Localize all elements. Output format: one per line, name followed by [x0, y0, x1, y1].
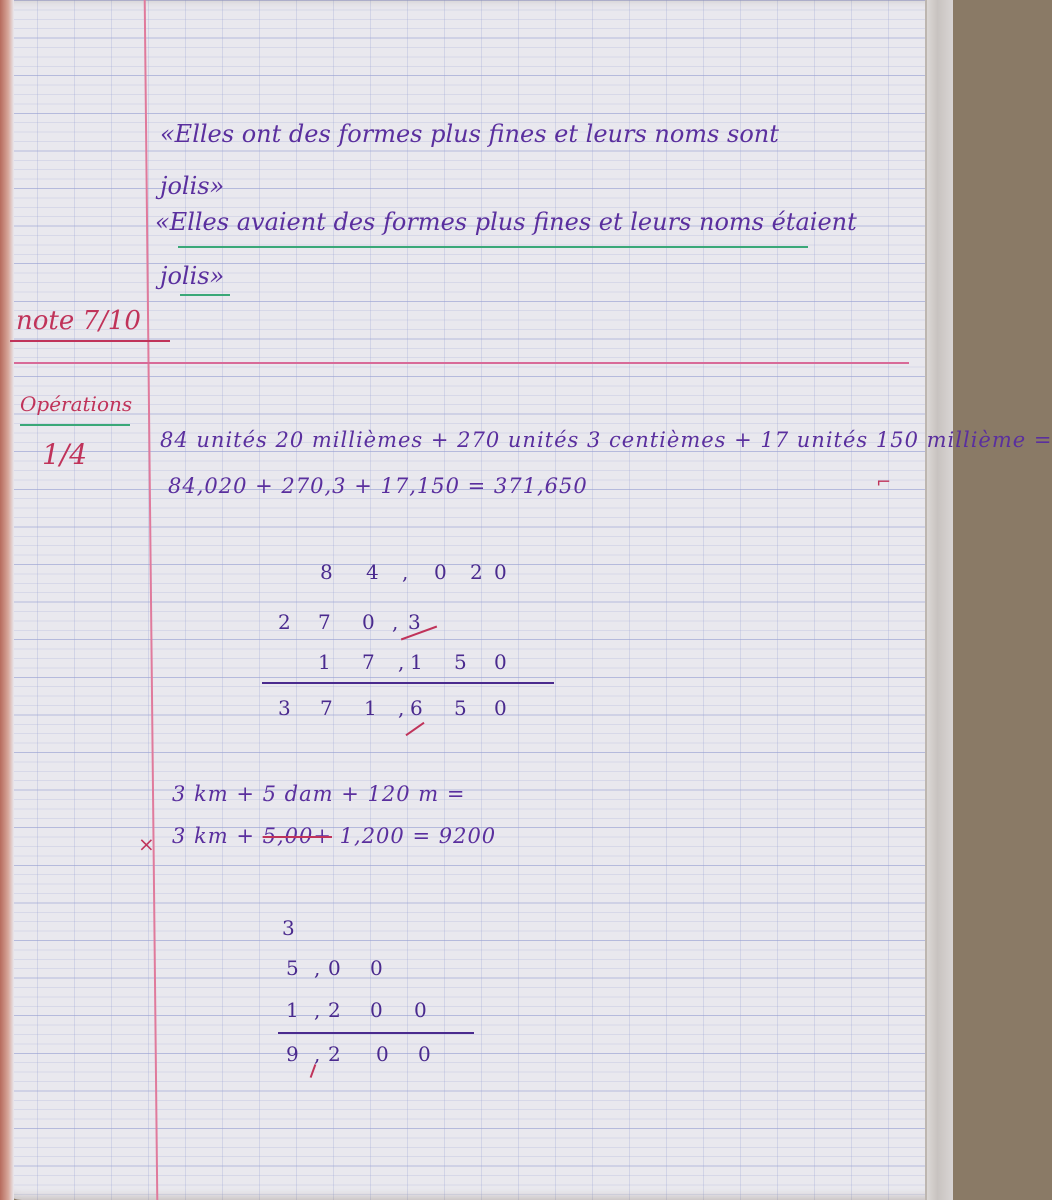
equation-suffix: 1,200 = 9200 [331, 824, 497, 848]
addition-1-result-digit: 7 [320, 696, 333, 720]
addition-1-digit: 2 [470, 560, 483, 584]
addition-2-result-digit: 2 [328, 1042, 341, 1066]
problem-2-equation [172, 824, 496, 848]
addition-2-digit: 2 [328, 998, 341, 1022]
notebook-binding [0, 0, 14, 1200]
addition-1-digit: , [398, 650, 405, 674]
addition-1-result-digit: 5 [454, 696, 467, 720]
addition-2-result-digit: 9 [286, 1042, 299, 1066]
addition-2-digit: 0 [370, 998, 383, 1022]
addition-1-digit: 4 [366, 560, 379, 584]
section-title: Opérations [20, 392, 133, 416]
sentence-2-line-2: jolis» [160, 262, 225, 290]
addition-1-digit: 0 [434, 560, 447, 584]
addition-2-digit: 1 [286, 998, 299, 1022]
addition-1-digit: 7 [362, 650, 375, 674]
correction-mark: ⌐ [876, 472, 892, 493]
section-title-underline [20, 424, 130, 426]
addition-2-digit: 5 [286, 956, 299, 980]
addition-2-digit: , [314, 956, 321, 980]
addition-1-digit: 8 [320, 560, 333, 584]
grade-underline [10, 340, 170, 342]
section-divider [14, 362, 909, 364]
addition-2-digit: , [314, 998, 321, 1022]
problem-2-statement: 3 km + 5 dam + 120 m = [172, 782, 466, 806]
addition-1-result-digit: , [398, 696, 405, 720]
problem-1-statement: 84 unités 20 millièmes + 270 unités 3 centièmes + 17 unités 150 millième = [160, 428, 1052, 452]
addition-1-digit: 0 [362, 610, 375, 634]
addition-1-result-digit: 1 [364, 696, 377, 720]
addition-1-digit: 1 [410, 650, 423, 674]
equation-prefix: 3 km + [172, 824, 263, 848]
addition-1-result-digit: 3 [278, 696, 291, 720]
correction-stroke-3 [310, 1064, 317, 1078]
page-edge [925, 0, 953, 1200]
sentence-1-line-2: jolis» [160, 172, 225, 200]
addition-1-result-digit: 0 [494, 696, 507, 720]
addition-1-digit: 5 [454, 650, 467, 674]
addition-1-digit: , [392, 610, 399, 634]
error-mark: × [138, 832, 155, 856]
addition-1-digit: , [402, 560, 409, 584]
addition-1-result-digit: 6 [410, 696, 423, 720]
addition-1-digit: 0 [494, 560, 507, 584]
addition-1-digit: 1 [318, 650, 331, 674]
addition-2-sum-line [278, 1032, 474, 1034]
addition-2-digit: 0 [328, 956, 341, 980]
addition-2-digit: 0 [370, 956, 383, 980]
struck-term: 5,00+ [262, 824, 332, 848]
addition-2-digit: 3 [282, 916, 295, 940]
addition-1-digit: 3 [408, 610, 421, 634]
addition-1-digit: 0 [494, 650, 507, 674]
addition-2-result-digit: 0 [376, 1042, 389, 1066]
sentence-2-underline [178, 246, 808, 248]
addition-1-digit: 7 [318, 610, 331, 634]
margin-line [144, 0, 159, 1200]
addition-2-result-digit: , [314, 1042, 321, 1066]
addition-2-result-digit: 0 [418, 1042, 431, 1066]
section-score: 1/4 [42, 438, 88, 471]
correction-stroke-2 [405, 722, 424, 736]
addition-1-digit: 2 [278, 610, 291, 634]
addition-1-sum-line [262, 682, 554, 684]
sentence-2-line-2-underline [180, 294, 230, 296]
addition-2-digit: 0 [414, 998, 427, 1022]
sentence-2-line-1: «Elles avaient des formes plus fines et leurs noms étaient [155, 208, 857, 236]
sentence-1-line-1: «Elles ont des formes plus fines et leurs noms sont [160, 120, 779, 148]
grade-label: note 7/10 [16, 306, 141, 336]
problem-1-equation: 84,020 + 270,3 + 17,150 = 371,650 [168, 474, 588, 498]
